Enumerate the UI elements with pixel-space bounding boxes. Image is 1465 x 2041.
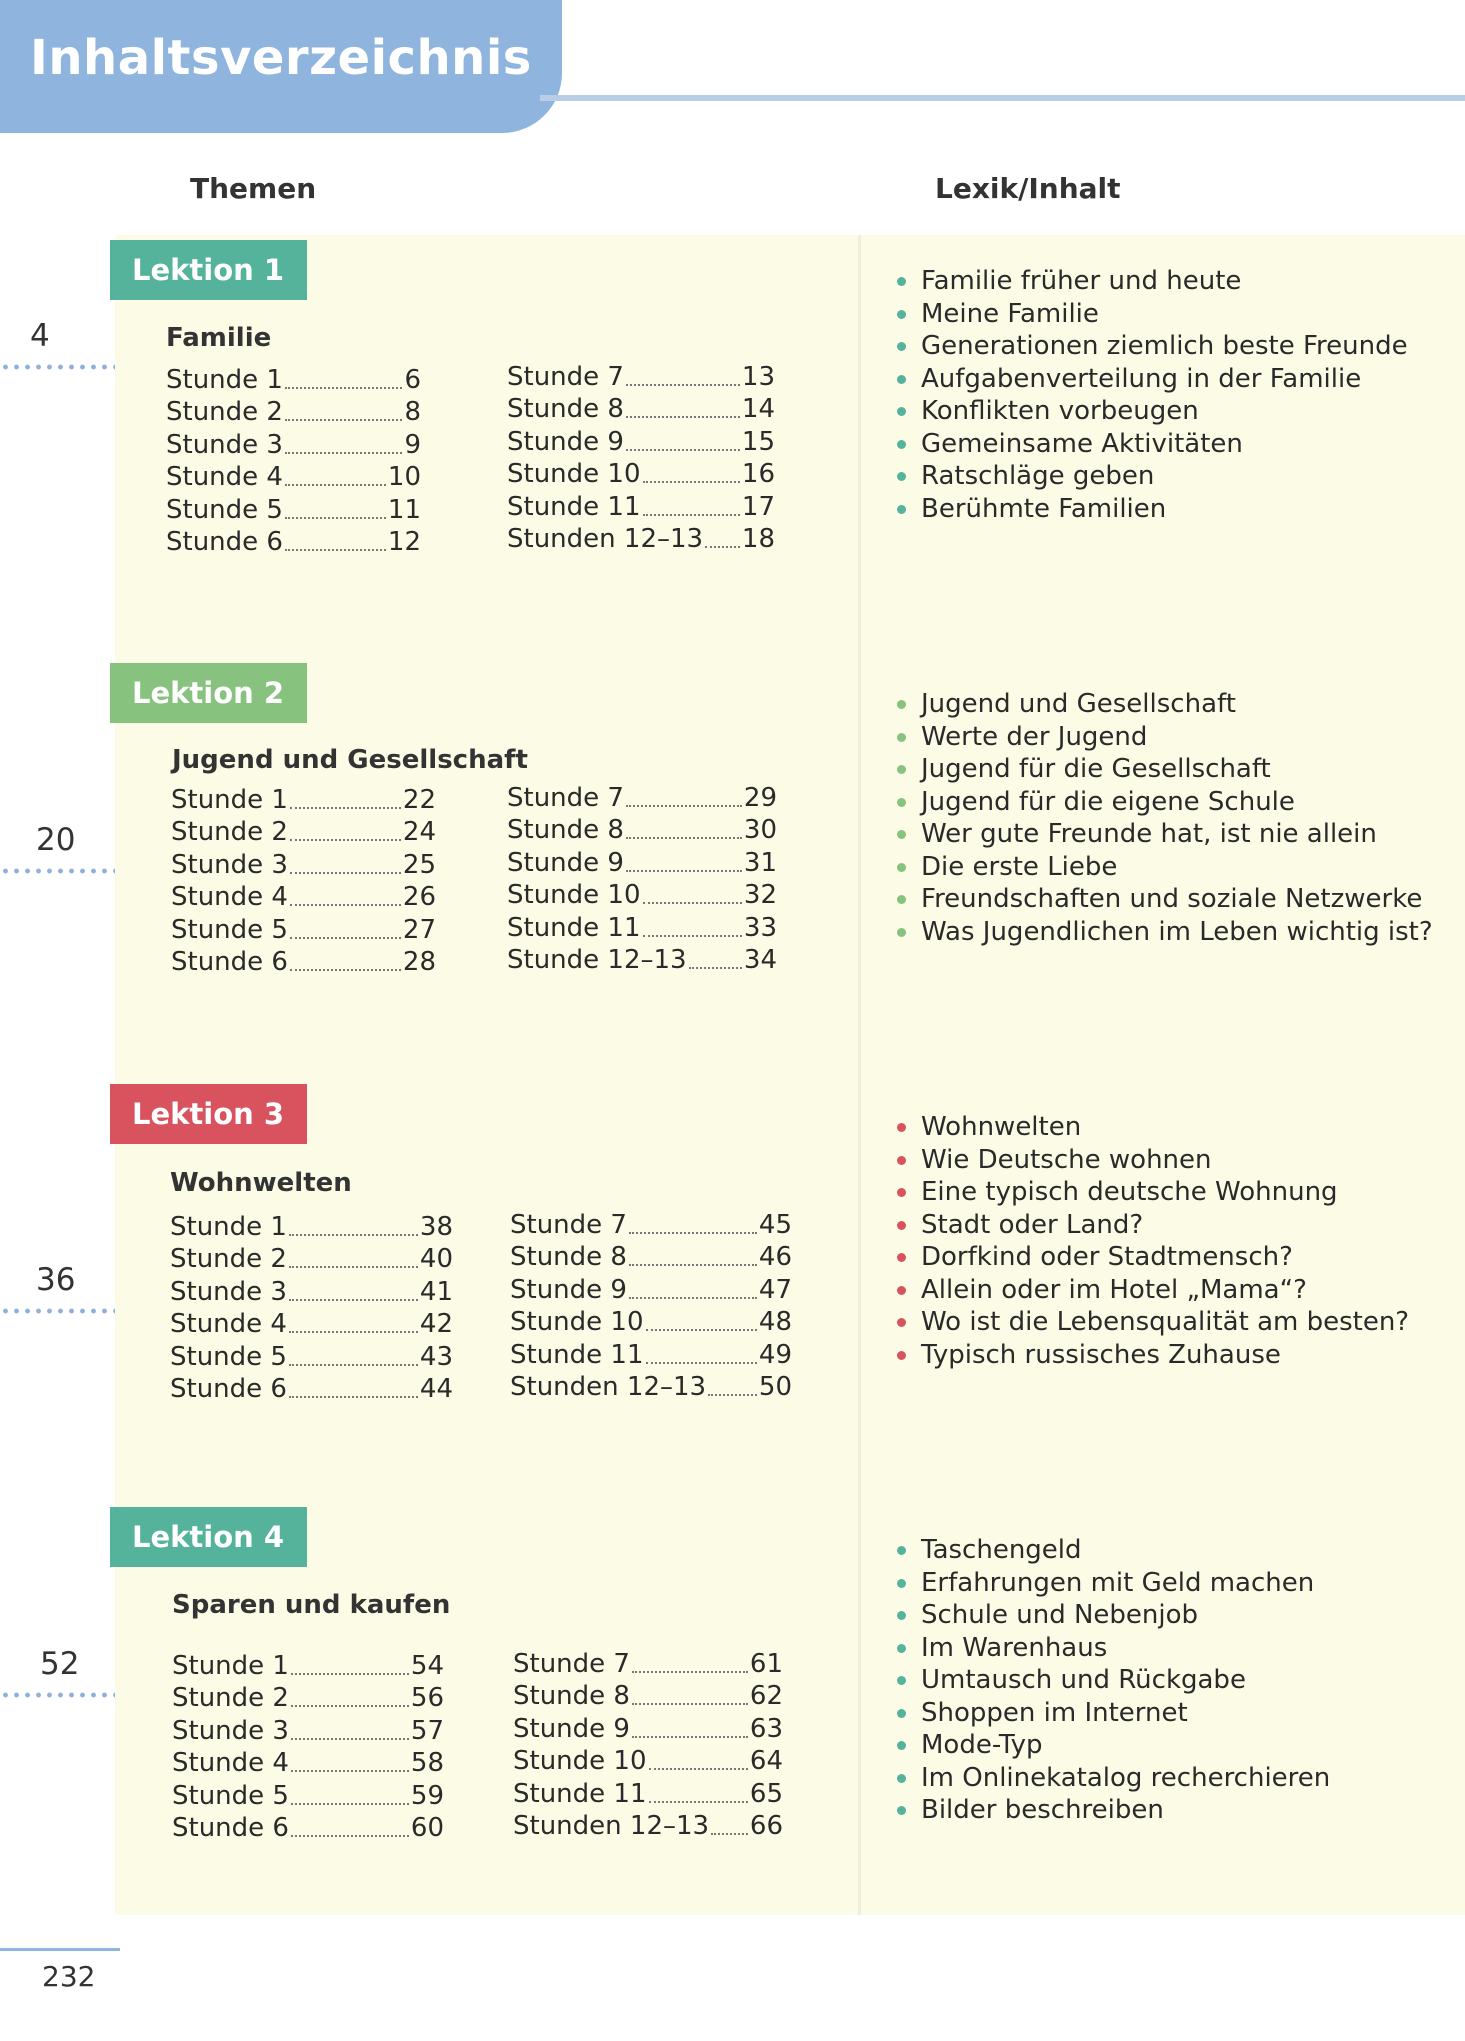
topic-item: Schule und Nebenjob	[893, 1599, 1438, 1632]
bullet-icon	[897, 863, 906, 872]
topic-item: Die erste Liebe	[893, 851, 1438, 884]
bullet-icon	[897, 277, 906, 286]
topic-item: Shoppen im Internet	[893, 1697, 1438, 1730]
lesson-row[interactable]: Stunde 6 44	[170, 1374, 453, 1404]
topic-item: Wer gute Freunde hat, ist nie allein	[893, 818, 1438, 851]
lesson-row[interactable]: Stunde 9 31	[507, 847, 777, 878]
header-rule	[540, 95, 1465, 101]
start-page-number: 4	[30, 318, 50, 354]
topic-list	[893, 1534, 1438, 1827]
lesson-row[interactable]: Stunde 11 17	[507, 491, 775, 522]
bullet-icon	[897, 505, 906, 514]
topic-item: Gemeinsame Aktivitäten	[893, 428, 1438, 461]
topic-item: Umtausch und Rückgabe	[893, 1664, 1438, 1697]
column-header-themen: Themen	[190, 172, 317, 205]
lesson-row[interactable]: Stunde 6 28	[171, 947, 436, 977]
lesson-row[interactable]: Stunde 6 12	[166, 527, 421, 557]
lesson-row[interactable]: Stunde 9 63	[513, 1713, 783, 1744]
bullet-icon	[897, 1579, 906, 1588]
bullet-icon	[897, 1644, 906, 1653]
bullet-icon	[897, 472, 906, 481]
lesson-row[interactable]: Stunde 2 40	[170, 1244, 453, 1274]
lesson-row[interactable]: Stunde 10 64	[513, 1746, 783, 1776]
lesson-row[interactable]: Stunde 10 16	[507, 459, 775, 489]
topic-item: Taschengeld	[893, 1534, 1438, 1567]
topic-item: Typisch russisches Zuhause	[893, 1339, 1438, 1372]
lesson-list-right	[510, 1207, 792, 1402]
dotted-marker	[0, 868, 115, 874]
bullet-icon	[897, 895, 906, 904]
lesson-list-left	[171, 782, 436, 977]
topic-item: Eine typisch deutsche Wohnung	[893, 1176, 1438, 1209]
lesson-row[interactable]: Stunde 3 41	[170, 1276, 453, 1307]
section-title: Jugend und Gesellschaft	[172, 745, 528, 775]
topic-list	[893, 688, 1438, 948]
lesson-row[interactable]: Stunde 2 24	[171, 817, 436, 847]
bullet-icon	[897, 765, 906, 774]
footer-rule	[0, 1948, 120, 1951]
lesson-row[interactable]: Stunde 8 14	[507, 394, 775, 424]
bullet-icon	[897, 407, 906, 416]
topic-item: Jugend und Gesellschaft	[893, 688, 1438, 721]
lesson-row[interactable]: Stunde 2 8	[166, 397, 421, 427]
topic-item: Stadt oder Land?	[893, 1209, 1438, 1242]
lesson-row[interactable]: Stunde 7 61	[513, 1648, 783, 1679]
lesson-row[interactable]: Stunde 8 46	[510, 1242, 792, 1272]
lesson-list-left	[172, 1648, 444, 1843]
lesson-list-right	[507, 780, 777, 975]
column-header-lexik: Lexik/Inhalt	[935, 172, 1121, 205]
bullet-icon	[897, 1351, 906, 1360]
topic-item: Meine Familie	[893, 298, 1438, 331]
topic-item: Konflikten vorbeugen	[893, 395, 1438, 428]
panel-divider	[858, 235, 861, 1915]
bullet-icon	[897, 1318, 906, 1327]
topic-item: Ratschläge geben	[893, 460, 1438, 493]
bullet-icon	[897, 1156, 906, 1165]
topic-item: Erfahrungen mit Geld machen	[893, 1567, 1438, 1600]
lesson-row[interactable]: Stunde 8 30	[507, 815, 777, 845]
topic-item: Freundschaften und soziale Netzwerke	[893, 883, 1438, 916]
bullet-icon	[897, 1741, 906, 1750]
bullet-icon	[897, 1188, 906, 1197]
lesson-row[interactable]: Stunde 11 65	[513, 1778, 783, 1809]
bullet-icon	[897, 830, 906, 839]
bullet-icon	[897, 1546, 906, 1555]
bullet-icon	[897, 700, 906, 709]
lesson-row[interactable]: Stunde 1 22	[171, 784, 436, 815]
bullet-icon	[897, 342, 906, 351]
topic-list	[893, 265, 1438, 525]
lesson-row[interactable]: Stunden 12–13 18	[507, 524, 775, 554]
lesson-row[interactable]: Stunde 5 59	[172, 1780, 444, 1811]
topic-item: Wo ist die Lebensqualität am besten?	[893, 1306, 1438, 1339]
topic-item: Dorfkind oder Stadtmensch?	[893, 1241, 1438, 1274]
lesson-row[interactable]: Stunden 12–13 66	[513, 1811, 783, 1841]
lesson-row[interactable]: Stunde 5 43	[170, 1341, 453, 1372]
dotted-marker	[0, 364, 115, 370]
lesson-list-right	[513, 1646, 783, 1841]
lesson-row[interactable]: Stunde 3 9	[166, 429, 421, 460]
lesson-row[interactable]: Stunde 3 25	[171, 849, 436, 880]
page-title: Inhaltsverzeichnis	[30, 30, 532, 86]
topic-item: Aufgabenverteilung in der Familie	[893, 363, 1438, 396]
lesson-row[interactable]: Stunde 9 47	[510, 1274, 792, 1305]
start-page-number: 20	[36, 822, 76, 858]
bullet-icon	[897, 1123, 906, 1132]
bullet-icon	[897, 1774, 906, 1783]
lesson-row[interactable]: Stunden 12–13 50	[510, 1372, 792, 1402]
bullet-icon	[897, 1221, 906, 1230]
bullet-icon	[897, 1611, 906, 1620]
topic-item: Werte der Jugend	[893, 721, 1438, 754]
topic-list	[893, 1111, 1438, 1371]
lesson-row[interactable]: Stunde 11 49	[510, 1339, 792, 1370]
topic-item: Allein oder im Hotel „Mama“?	[893, 1274, 1438, 1307]
topic-item: Wohnwelten	[893, 1111, 1438, 1144]
bullet-icon	[897, 375, 906, 384]
topic-item: Berühmte Familien	[893, 493, 1438, 526]
lesson-row[interactable]: Stunde 1 38	[170, 1211, 453, 1242]
topic-item: Jugend für die Gesellschaft	[893, 753, 1438, 786]
bullet-icon	[897, 928, 906, 937]
topic-item: Im Warenhaus	[893, 1632, 1438, 1665]
start-page-number: 36	[36, 1262, 76, 1298]
lesson-row[interactable]: Stunde 12–13 34	[507, 945, 777, 975]
section-title: Wohnwelten	[170, 1168, 352, 1198]
lesson-row[interactable]: Stunde 4 10	[166, 462, 421, 492]
dotted-marker	[0, 1692, 115, 1698]
bullet-icon	[897, 1806, 906, 1815]
lesson-row[interactable]: Stunde 4 58	[172, 1748, 444, 1778]
section-title: Sparen und kaufen	[172, 1590, 451, 1620]
lesson-list-left	[170, 1209, 453, 1404]
topic-item: Familie früher und heute	[893, 265, 1438, 298]
lesson-row[interactable]: Stunde 10 32	[507, 880, 777, 910]
bullet-icon	[897, 733, 906, 742]
lektion-tab: Lektion 2	[110, 663, 307, 723]
lesson-row[interactable]: Stunde 9 15	[507, 426, 775, 457]
bullet-icon	[897, 440, 906, 449]
page-number: 232	[42, 1960, 96, 1993]
lesson-list-right	[507, 359, 775, 554]
lektion-tab: Lektion 1	[110, 240, 307, 300]
lesson-row[interactable]: Stunde 5 11	[166, 494, 421, 525]
bullet-icon	[897, 1286, 906, 1295]
lesson-row[interactable]: Stunde 7 29	[507, 782, 777, 813]
lektion-tab: Lektion 4	[110, 1507, 307, 1567]
lesson-row[interactable]: Stunde 4 42	[170, 1309, 453, 1339]
lesson-row[interactable]: Stunde 2 56	[172, 1683, 444, 1713]
topic-item: Wie Deutsche wohnen	[893, 1144, 1438, 1177]
lesson-row[interactable]: Stunde 3 57	[172, 1715, 444, 1746]
start-page-number: 52	[40, 1646, 80, 1682]
topic-item: Jugend für die eigene Schule	[893, 786, 1438, 819]
dotted-marker	[0, 1308, 115, 1314]
lesson-row[interactable]: Stunde 10 48	[510, 1307, 792, 1337]
lesson-row[interactable]: Stunde 5 27	[171, 914, 436, 945]
lesson-row[interactable]: Stunde 8 62	[513, 1681, 783, 1711]
lektion-tab: Lektion 3	[110, 1084, 307, 1144]
topic-item: Im Onlinekatalog recherchieren	[893, 1762, 1438, 1795]
bullet-icon	[897, 1709, 906, 1718]
lesson-row[interactable]: Stunde 1 54	[172, 1650, 444, 1681]
lesson-row[interactable]: Stunde 7 13	[507, 361, 775, 392]
bullet-icon	[897, 310, 906, 319]
bullet-icon	[897, 1253, 906, 1262]
lesson-list-left	[166, 362, 421, 557]
topic-item: Was Jugendlichen im Leben wichtig ist?	[893, 916, 1438, 949]
lesson-row[interactable]: Stunde 6 60	[172, 1813, 444, 1843]
topic-item: Generationen ziemlich beste Freunde	[893, 330, 1438, 363]
lesson-row[interactable]: Stunde 11 33	[507, 912, 777, 943]
topic-item: Bilder beschreiben	[893, 1794, 1438, 1827]
lesson-row[interactable]: Stunde 1 6	[166, 364, 421, 395]
bullet-icon	[897, 798, 906, 807]
lesson-row[interactable]: Stunde 7 45	[510, 1209, 792, 1240]
section-title: Familie	[166, 323, 272, 353]
topic-item: Mode-Typ	[893, 1729, 1438, 1762]
lesson-row[interactable]: Stunde 4 26	[171, 882, 436, 912]
bullet-icon	[897, 1676, 906, 1685]
